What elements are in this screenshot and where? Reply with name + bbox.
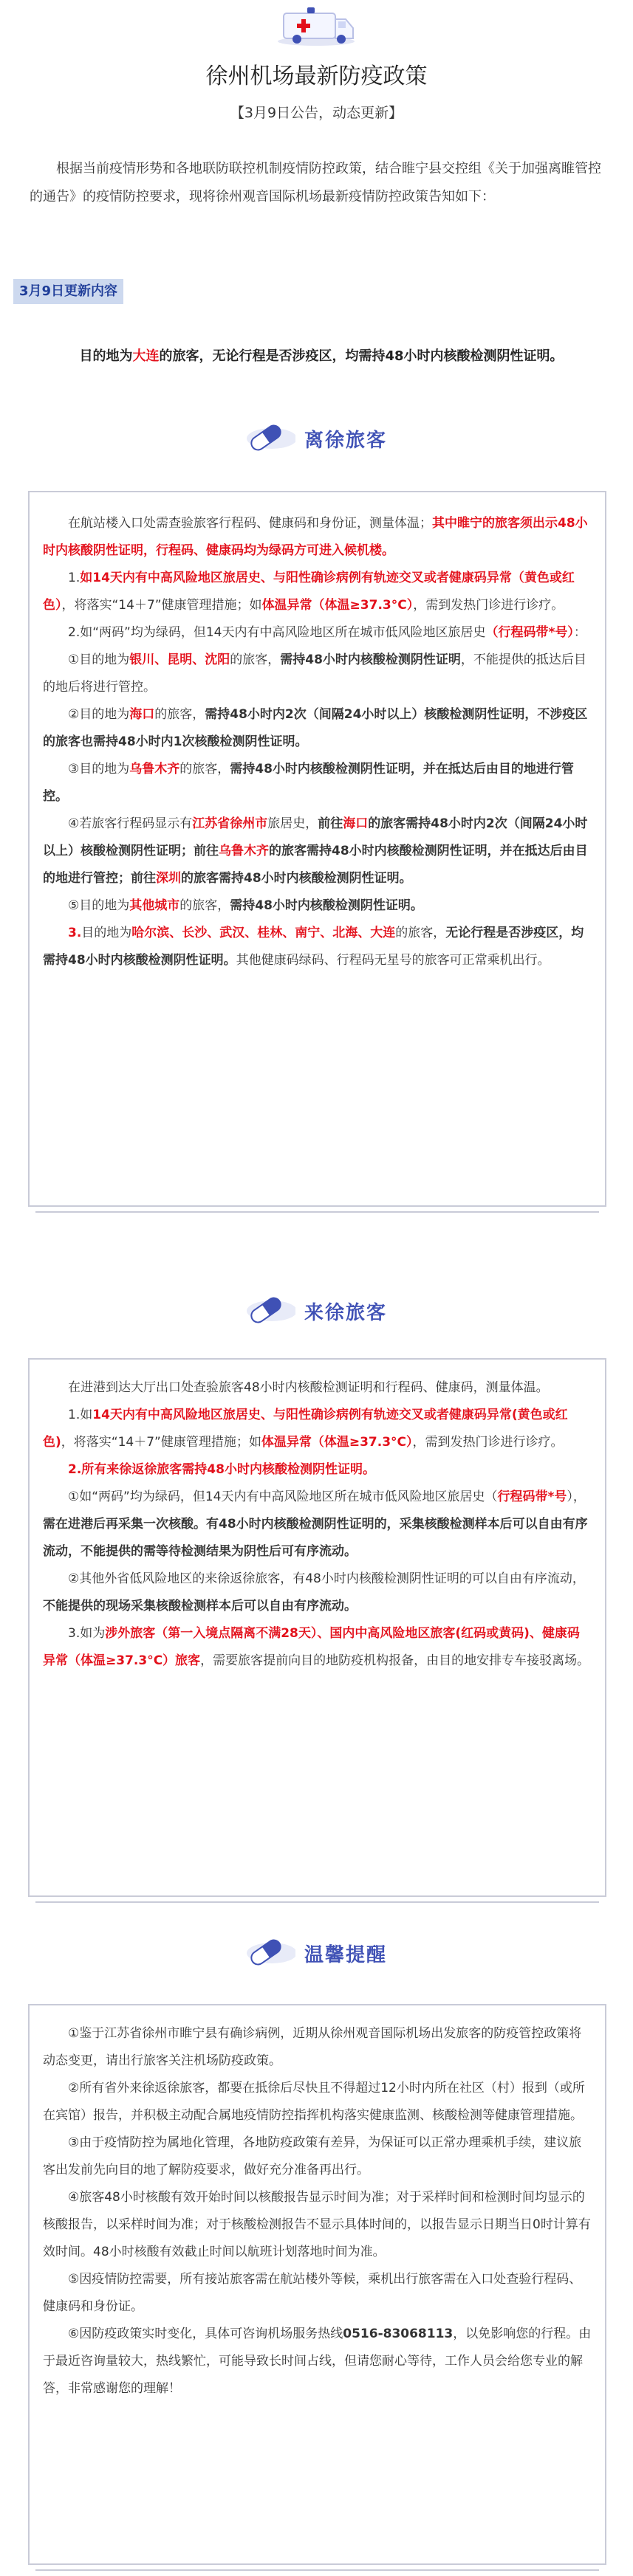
arrival-p1: 1.如14天内有中高风险地区旅居史、与阳性确诊病例有轨迹交叉或者健康码异常(黄色或红色)，将落实“14＋7”健康管理措施；如体温异常（体温≥37.3°C），需到发热门诊进行诊疗。 xyxy=(43,1408,568,1450)
reminder-item: ④旅客48小时核酸有效开始时间以核酸报告显示时间为准；对于采样时间和检测时间均显示的核酸报告，以采样时间为准；对于核酸检测报告不显示具体时间的，以报告显示日期当日0时计算有效时间。48小时核酸有效截止时间以航班计划落地时间为准。 xyxy=(43,2190,591,2259)
departure-i5: ⑤目的地为其他城市的旅客，需持48小时内核酸检测阴性证明。 xyxy=(68,898,423,913)
page-title: 徐州机场最新防疫政策 xyxy=(205,63,428,89)
departure-i4: ④若旅客行程码显示有江苏省徐州市旅居史，前往海口的旅客需持48小时内2次（间隔24小时以上）核酸检测阴性证明；前往乌鲁木齐的旅客需持48小时内核酸检测阴性证明，并在抵达后由目的地进行管控；前往深圳的旅客需持48小时内核酸检测阴性证明。 xyxy=(43,816,588,886)
section-title: 温馨提醒 xyxy=(304,1944,388,1966)
departure-p3: 3.目的地为哈尔滨、长沙、武汉、桂林、南宁、北海、大连的旅客，无论行程是否涉疫区，均需持48小时内核酸检测阴性证明。其他健康码绿码、行程码无星号的旅客可正常乘机出行。 xyxy=(43,926,584,968)
capsule-icon xyxy=(244,1292,295,1329)
hotline-number: 0516-83068113 xyxy=(343,2327,454,2341)
page-subtitle: 【3月9日公告，动态更新】 xyxy=(230,105,403,121)
departure-i1: ①目的地为银川、昆明、沈阳的旅客，需持48小时内核酸检测阴性证明，不能提供的抵达后目的地后将进行管控。 xyxy=(43,652,586,695)
reminder-item: ①鉴于江苏省徐州市睢宁县有确诊病例，近期从徐州观音国际机场出发旅客的防疫管控政策将动态变更，请出行旅客关注机场防疫政策。 xyxy=(43,2026,582,2068)
departure-p1: 1.如14天内有中高风险地区旅居史、与阳性确诊病例有轨迹交叉或者健康码异常（黄色或红色），将落实“14＋7”健康管理措施；如体温异常（体温≥37.3°C），需到发热门诊进行诊疗。 xyxy=(43,571,575,613)
ambulance-icon xyxy=(273,3,359,47)
departure-i2: ②目的地为海口的旅客，需持48小时内2次（间隔24小时以上）核酸检测阴性证明，不涉疫区的旅客也需持48小时内1次核酸检测阴性证明。 xyxy=(43,707,588,749)
reminder-box xyxy=(28,2004,606,2565)
section-header-reminder xyxy=(244,1934,421,1971)
arrival-p2: 2.所有来徐返徐旅客需持48小时内核酸检测阴性证明。 xyxy=(68,1462,375,1477)
reminder-item: ②所有省外来徐返徐旅客，都要在抵徐后尽快且不得超过12小时内所在社区（村）报到（或所在宾馆）报告，并积极主动配合属地疫情防控指挥机构落实健康监测、核酸检测等健康管理措施。 xyxy=(43,2081,585,2123)
dalian-notice: 目的地为大连的旅客，无论行程是否涉疫区，均需持48小时内核酸检测阴性证明。 xyxy=(79,348,564,364)
departure-p0: 在航站楼入口处需查验旅客行程码、健康码和身份证，测量体温；其中睢宁的旅客须出示48小时内核酸阴性证明，行程码、健康码均为绿码方可进入候机楼。 xyxy=(43,516,588,558)
reminder-item: ⑤因疫情防控需要，所有接站旅客需在航站楼外等候，乘机出行旅客需在入口处查验行程码、健康码和身份证。 xyxy=(43,2272,582,2314)
intro-paragraph: 根据当前疫情形势和各地联防联控机制疫情防控政策，结合睢宁县交控组《关于加强离睢管控的通告》的疫情防控要求，现将徐州观音国际机场最新疫情防控政策告知如下： xyxy=(30,161,601,204)
arrival-p0: 在进港到达大厅出口处查验旅客48小时内核酸检测证明和行程码、健康码，测量体温。 xyxy=(68,1380,549,1395)
section-header-departure xyxy=(244,419,421,456)
reminder-item-hotline: ⑥因防疫政策实时变化，具体可咨询机场服务热线0516-83068113，以免影响您的行程。由于最近咨询量较大，热线繁忙，可能导致长时间占线，但请您耐心等待，工作人员会给您专业的解答，非常感谢您的理解！ xyxy=(43,2327,592,2396)
update-tag: 3月9日更新内容 xyxy=(13,279,123,304)
capsule-icon xyxy=(244,419,295,456)
section-title: 来徐旅客 xyxy=(304,1302,388,1324)
capsule-icon xyxy=(244,1934,295,1971)
arrival-p3: 3.如为涉外旅客（第一入境点隔离不满28天）、国内中高风险地区旅客(红码或黄码)、健康码异常（体温≥37.3°C）旅客，需要旅客提前向目的地防疫机构报备，由目的地安排专车接驳离场。 xyxy=(43,1626,590,1668)
arrival-i2: ②其他外省低风险地区的来徐返徐旅客，有48小时内核酸检测阴性证明的可以自由有序流动，不能提供的现场采集核酸检测样本后可以自由有序流动。 xyxy=(43,1571,585,1614)
arrival-box xyxy=(28,1358,606,1897)
reminder-item: ③由于疫情防控为属地化管理，各地防疫政策有差异，为保证可以正常办理乘机手续，建议旅客出发前先向目的地了解防疫要求，做好充分准备再出行。 xyxy=(43,2135,582,2177)
departure-i3: ③目的地为乌鲁木齐的旅客，需持48小时内核酸检测阴性证明，并在抵达后由目的地进行管控。 xyxy=(43,762,574,804)
arrival-i1: ①如“两码”均为绿码，但14天内有中高风险地区所在城市低风险地区旅居史（行程码带*号），需在进港后再采集一次核酸。有48小时内核酸检测阴性证明的，采集核酸检测样本后可以自由有序流动，不能提供的需等待检测结果为阴性后可有序流动。 xyxy=(43,1490,588,1559)
section-header-arrival xyxy=(244,1292,421,1329)
departure-p2: 2.如“两码”均为绿码，但14天内有中高风险地区所在城市低风险地区旅居史（行程码带*号）： xyxy=(68,625,586,640)
departure-box xyxy=(28,491,606,1207)
section-title: 离徐旅客 xyxy=(304,430,388,452)
